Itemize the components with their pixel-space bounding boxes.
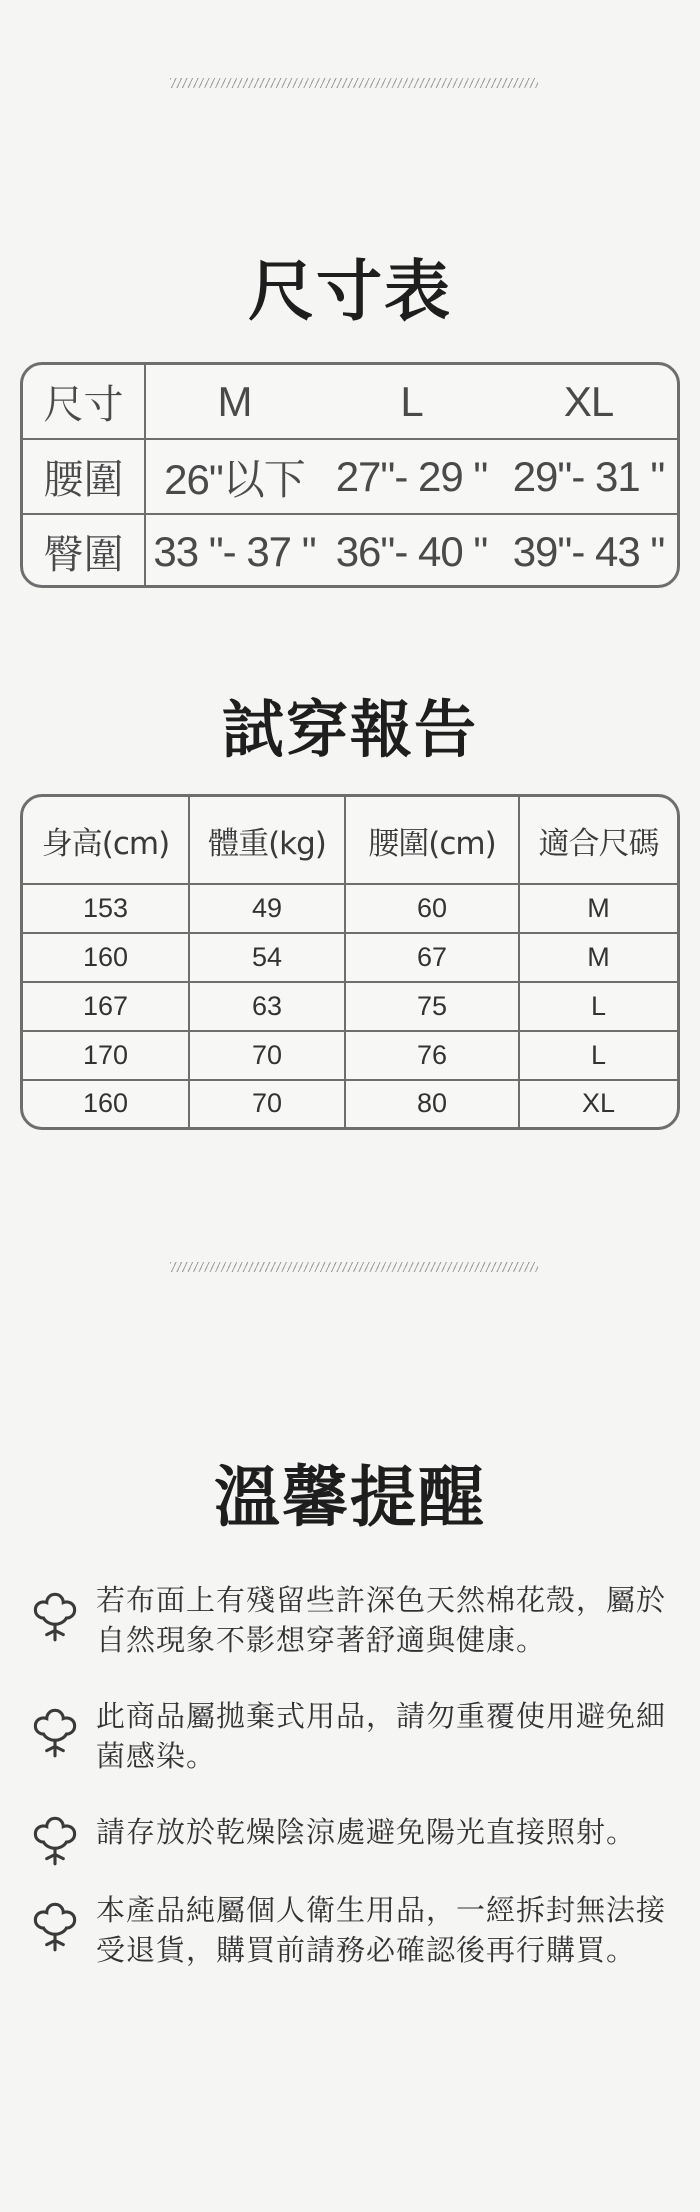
note-item (24, 1804, 684, 1870)
cotton-flower-icon (24, 1808, 86, 1870)
cell-weight: 54 (189, 933, 345, 982)
note-text: 若布面上有殘留些許深色天然棉花殼，屬於自然現象不影想穿著舒適與健康。 (96, 1583, 667, 1657)
size-col-m: M (217, 377, 252, 425)
table-row (23, 884, 677, 933)
cotton-flower-icon (24, 1584, 86, 1646)
cell-waist: 75 (345, 982, 519, 1031)
hip-m: 33 "- 37 " (153, 527, 316, 575)
table-row (23, 982, 677, 1031)
waist-xl: 29"- 31 " (512, 452, 665, 500)
cotton-flower-icon (24, 1700, 86, 1762)
decorative-divider-middle (170, 1262, 538, 1272)
size-col-l: L (400, 377, 423, 425)
header-weight: 體重(kg) (189, 797, 345, 884)
header-fit-size: 適合尺碼 (519, 797, 677, 884)
hip-l: 36"- 40 " (335, 527, 488, 575)
note-item (24, 1890, 684, 1970)
note-text: 請存放於乾燥陰涼處避免陽光直接照射。 (96, 1815, 637, 1849)
size-chart-table (20, 362, 680, 588)
note-item (24, 1580, 684, 1660)
decorative-divider-top (170, 78, 538, 88)
waist-m: 26"以下 (164, 455, 305, 503)
size-chart-row-hip (23, 515, 677, 588)
note-item (24, 1696, 684, 1776)
try-on-table (20, 794, 680, 1130)
size-col-xl: XL (563, 377, 614, 425)
cell-height: 153 (23, 884, 189, 933)
cell-height: 160 (23, 1080, 189, 1128)
cell-size: M (519, 884, 677, 933)
cell-size: XL (519, 1080, 677, 1128)
row-label-hip: 臀圍 (23, 515, 146, 588)
size-chart-header-row (23, 365, 677, 440)
size-chart-header-label: 尺寸 (23, 365, 146, 438)
cell-weight: 63 (189, 982, 345, 1031)
row-label-waist: 腰圍 (23, 440, 146, 513)
size-chart-title: 尺寸表 (248, 252, 452, 330)
cell-size: L (519, 1031, 677, 1080)
notes-title: 溫馨提醒 (214, 1458, 486, 1536)
cell-waist: 60 (345, 884, 519, 933)
cell-weight: 70 (189, 1080, 345, 1128)
try-on-title: 試穿報告 (221, 693, 478, 766)
size-chart-row-waist (23, 440, 677, 515)
cell-weight: 70 (189, 1031, 345, 1080)
waist-l: 27"- 29 " (335, 452, 488, 500)
cell-waist: 80 (345, 1080, 519, 1128)
cell-weight: 49 (189, 884, 345, 933)
cell-waist: 67 (345, 933, 519, 982)
cell-height: 167 (23, 982, 189, 1031)
try-on-header-row (23, 797, 677, 884)
header-waist: 腰圍(cm) (345, 797, 519, 884)
note-text: 本產品純屬個人衛生用品，一經拆封無法接受退貨，購買前請務必確認後再行購買。 (96, 1893, 667, 1967)
hip-xl: 39"- 43 " (512, 527, 665, 575)
cell-size: M (519, 933, 677, 982)
cell-height: 170 (23, 1031, 189, 1080)
cell-height: 160 (23, 933, 189, 982)
table-row (23, 1080, 677, 1128)
cell-waist: 76 (345, 1031, 519, 1080)
note-text: 此商品屬拋棄式用品，請勿重覆使用避免細菌感染。 (96, 1699, 667, 1773)
cell-size: L (519, 982, 677, 1031)
table-row (23, 1031, 677, 1080)
cotton-flower-icon (24, 1894, 86, 1956)
table-row (23, 933, 677, 982)
header-height: 身高(cm) (23, 797, 189, 884)
